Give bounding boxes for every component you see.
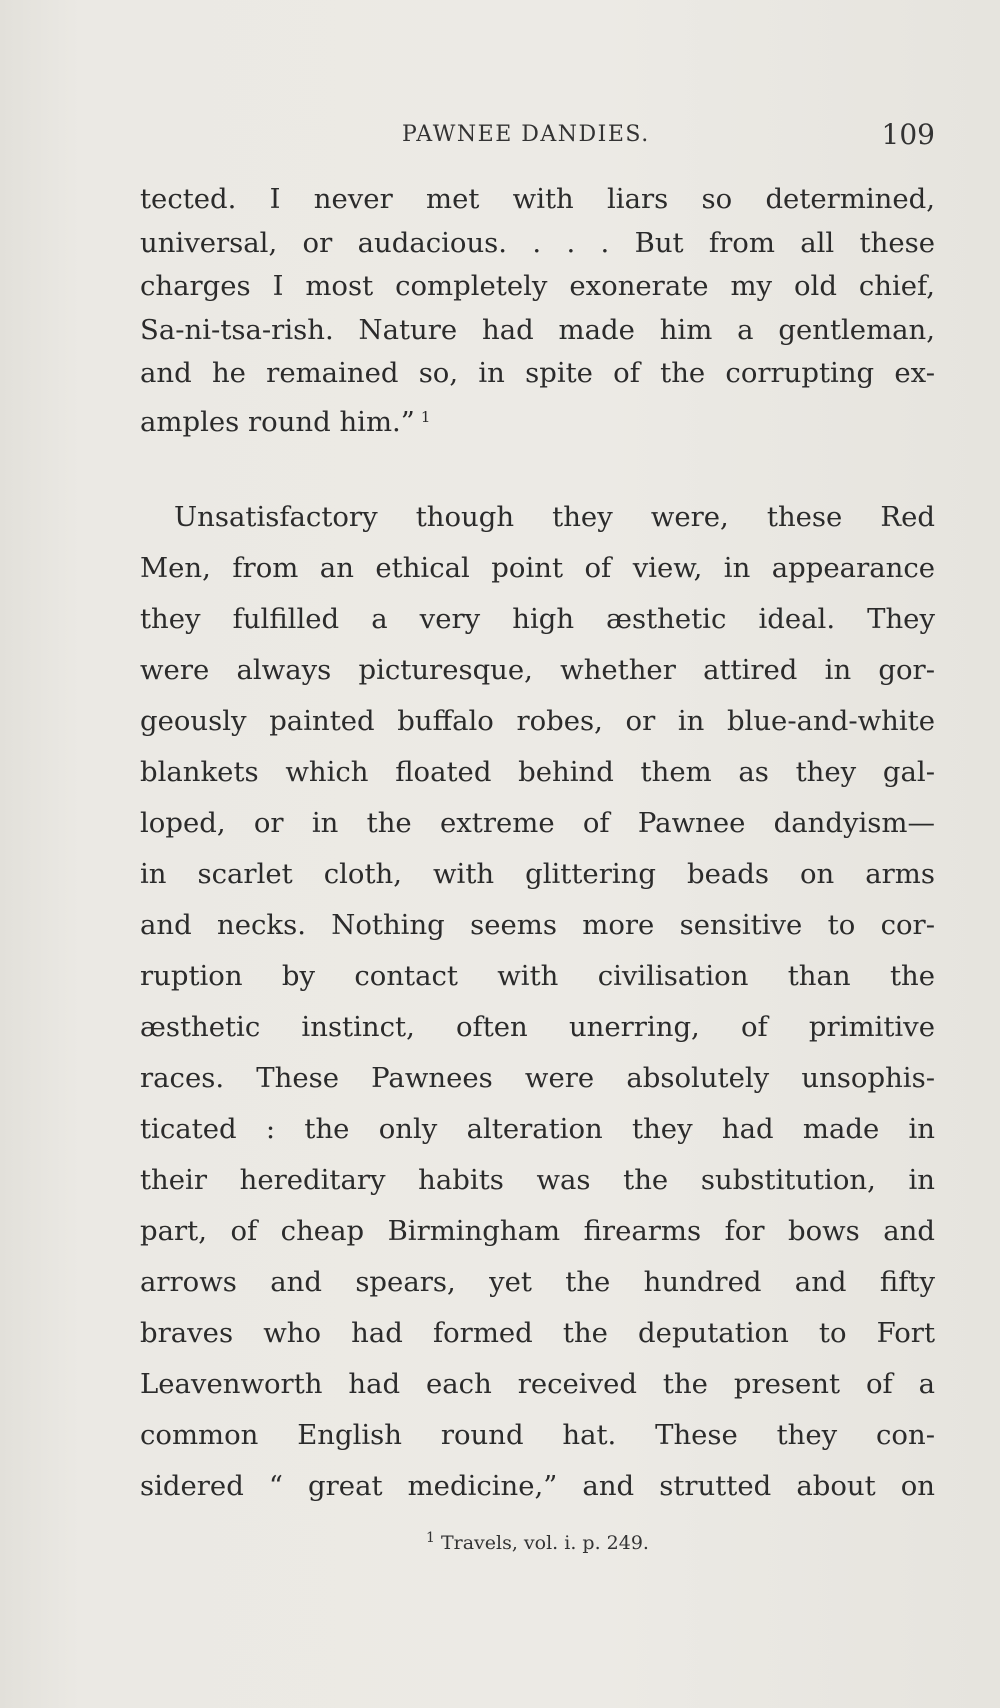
text-line: ticated : the only alteration they had made in [140, 1113, 935, 1145]
text-line: loped, or in the extreme of Pawnee dandyism— [140, 807, 935, 839]
text-line: amples round him.” [140, 405, 415, 438]
text-line: Men, from an ethical point of view, in appearance [140, 552, 935, 584]
text-line: races. These Pawnees were absolutely unsophis- [140, 1062, 935, 1094]
footnote [140, 1530, 935, 1554]
text-line: and he remained so, in spite of the corrupting ex- [140, 357, 935, 389]
text-line: common English round hat. These they con- [140, 1419, 935, 1451]
running-title: PAWNEE DANDIES. [402, 122, 650, 147]
footnote-text: Travels, vol. i. p. 249. [440, 1532, 649, 1554]
text-line: blankets which floated behind them as they gal- [140, 756, 935, 788]
text-line: were always picturesque, whether attired in gor- [140, 654, 935, 686]
text-line: universal, or audacious. . . . But from all these [140, 226, 935, 259]
text-line: charges I most completely exonerate my old chief, [140, 270, 935, 302]
footnote-mark: 1 [426, 1530, 435, 1546]
page-number: 109 [881, 118, 935, 151]
text-line: æsthetic instinct, often unerring, of primitive [140, 1011, 935, 1043]
text-line: their hereditary habits was the substitution, in [140, 1164, 935, 1196]
text-line: tected. I never met with liars so determined, [140, 183, 935, 215]
text-line: geously painted buffalo robes, or in blue-and-white [140, 705, 935, 737]
text-line: Sa-ni-tsa-rish. Nature had made him a gentleman, [140, 313, 935, 346]
text-line: arrows and spears, yet the hundred and fifty [140, 1266, 935, 1298]
text-line: ruption by contact with civilisation than the [140, 960, 935, 992]
text-line: in scarlet cloth, with glittering beads on arms [140, 858, 935, 890]
text-line: they fulfilled a very high æsthetic ideal. They [140, 603, 935, 635]
paragraph-pawnee-aesthetics [140, 492, 935, 1512]
text-line: Leavenworth had each received the present of a [140, 1368, 935, 1400]
text-line: Unsatisfactory though they were, these Red [174, 501, 935, 533]
running-header [140, 118, 935, 158]
text-line: part, of cheap Birmingham firearms for bows and [140, 1215, 935, 1247]
text-line-with-footnote [140, 396, 935, 445]
text-line: sidered “ great medicine,” and strutted about on [140, 1470, 935, 1502]
paragraph-continued [140, 178, 935, 444]
footnote-reference: 1 [420, 407, 431, 426]
text-line: and necks. Nothing seems more sensitive to cor- [140, 909, 935, 941]
text-line: braves who had formed the deputation to Fort [140, 1317, 935, 1349]
